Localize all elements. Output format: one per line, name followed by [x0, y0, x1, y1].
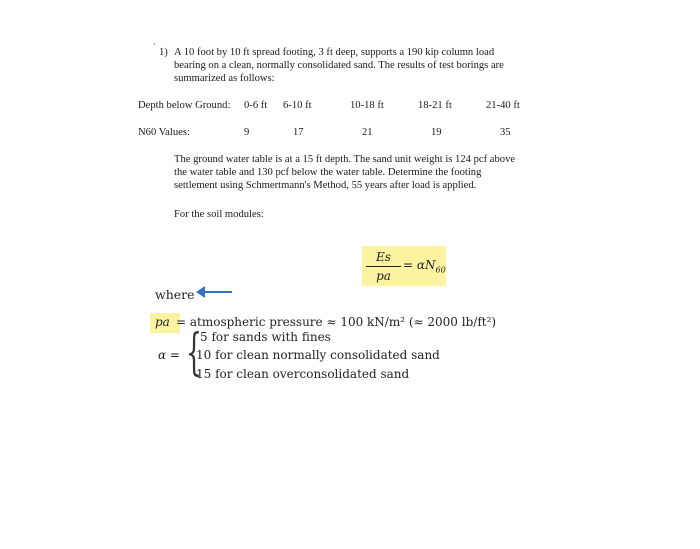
n60-label: N60 Values: — [138, 127, 190, 138]
fraction-bar — [366, 266, 401, 267]
problem-line-3: summarized as follows: — [174, 73, 275, 84]
n60-value: 17 — [293, 127, 304, 138]
pa-symbol: pa — [155, 315, 170, 329]
alpha-case-3: 15 for clean overconsolidated sand — [196, 367, 410, 381]
n60-value: 35 — [500, 127, 511, 138]
pa-definition: = atmospheric pressure ≈ 100 kN/m² (≈ 2000 lb/ft²) — [176, 315, 497, 329]
where-label: where — [155, 287, 195, 302]
problem-number: 1) — [159, 47, 168, 58]
depth-value: 18-21 ft — [418, 100, 452, 111]
formula-numerator: Es — [376, 250, 391, 264]
paragraph-line-3: settlement using Schmertmann's Method, 55 years after load is applied. — [174, 180, 477, 191]
soil-modules-line: For the soil modules: — [174, 209, 264, 220]
formula-fraction — [366, 250, 401, 283]
alpha-symbol: α = — [158, 348, 180, 362]
depth-value: 10-18 ft — [350, 100, 384, 111]
problem-line-1: A 10 foot by 10 ft spread footing, 3 ft deep, supports a 190 kip column load — [174, 47, 495, 58]
depth-value: 21-40 ft — [486, 100, 520, 111]
tick-mark: ` — [153, 42, 156, 52]
formula-denominator: pa — [376, 269, 391, 283]
arrow-left-icon — [196, 285, 234, 299]
n60-value: 21 — [362, 127, 373, 138]
n60-value: 19 — [431, 127, 442, 138]
alpha-case-1: 5 for sands with fines — [200, 330, 331, 344]
paragraph-line-1: The ground water table is at a 15 ft depth. The sand unit weight is 124 pcf above — [174, 154, 516, 165]
problem-line-2: bearing on a clean, normally consolidated sand. The results of test borings are — [174, 60, 504, 71]
n60-value: 9 — [244, 127, 250, 138]
depth-label: Depth below Ground: — [138, 100, 231, 111]
depth-value: 0-6 ft — [244, 100, 268, 111]
paragraph-line-2: the water table and 130 pcf below the water table. Determine the footing — [174, 167, 482, 178]
depth-value: 6-10 ft — [283, 100, 312, 111]
left-brace: { — [186, 323, 202, 381]
alpha-case-2: 10 for clean normally consolidated sand — [196, 348, 440, 362]
formula-rhs: = $\alpha N_{60}$ — [403, 258, 446, 275]
